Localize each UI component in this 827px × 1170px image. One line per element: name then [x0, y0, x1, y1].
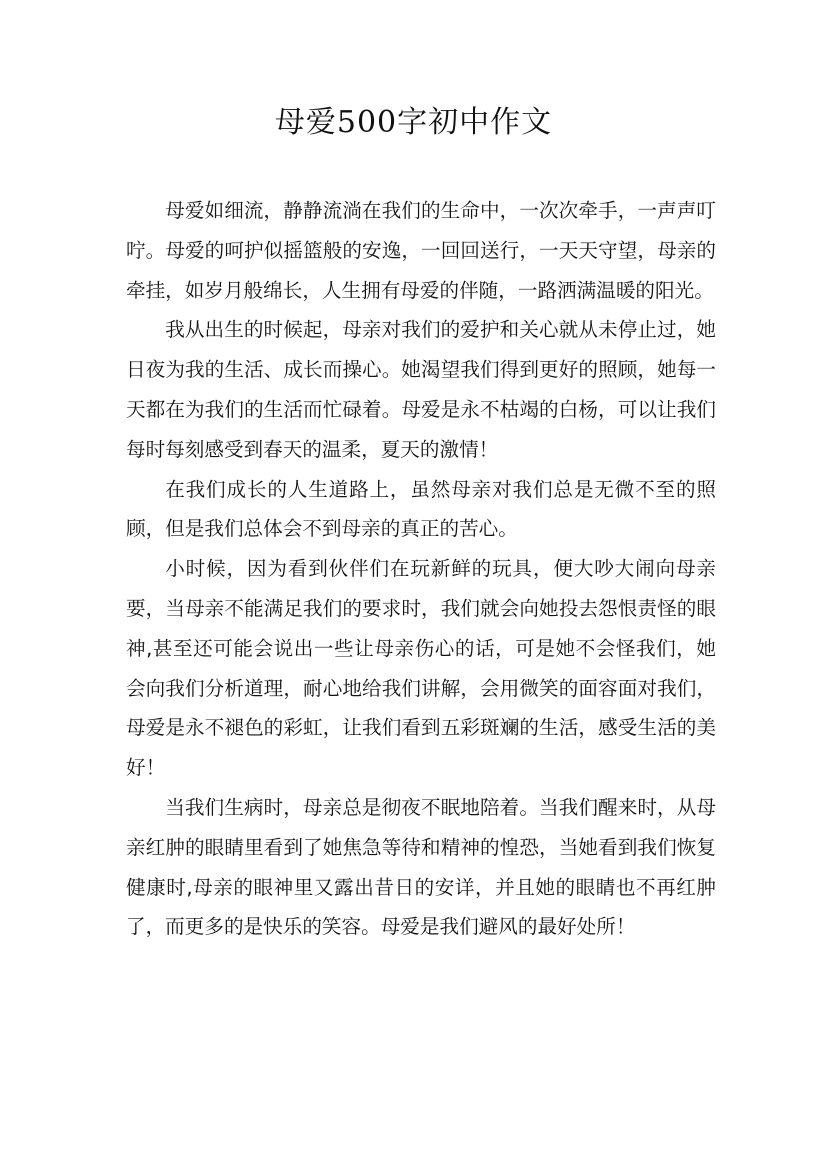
paragraph-4: 小时候，因为看到伙伴们在玩新鲜的玩具，便大吵大闹向母亲要，当母亲不能满足我们的要求时，我们就会向她投去怨恨责怪的眼神,甚至还可能会说出一些让母亲伤心的话，可是她不会怪我们，她会向我们分析道理，耐心地给我们讲解，会用微笑的面容面对我们，母爱是永不褪色的彩虹，让我们看到五彩斑斓的生活，感受生活的美好！ [126, 557, 716, 780]
document-title: 母爱500字初中作文 [274, 105, 553, 140]
paragraph-3: 在我们成长的人生道路上，虽然母亲对我们总是无微不至的照顾，但是我们总体会不到母亲的真正的苦心。 [126, 477, 716, 541]
paragraph-2: 我从出生的时候起，母亲对我们的爱护和关心就从未停止过，她日夜为我的生活、成长而操心。她渴望我们得到更好的照顾，她每一天都在为我们的生活而忙碌着。母爱是永不枯竭的白杨，可以让我们每时每刻感受到春天的温柔，夏天的激情！ [126, 318, 716, 461]
paragraph-1: 母爱如细流，静静流淌在我们的生命中，一次次牵手，一声声叮咛。母爱的呵护似摇篮般的安逸，一回回送行，一天天守望，母亲的牵挂，如岁月般绵长，人生拥有母爱的伴随，一路洒满温暖的阳光。 [126, 199, 716, 302]
paragraph-5: 当我们生病时，母亲总是彻夜不眠地陪着。当我们醒来时，从母亲红肿的眼睛里看到了她焦急等待和精神的惶恐，当她看到我们恢复健康时,母亲的眼神里又露出昔日的安详，并且她的眼睛也不再红肿了，而更多的是快乐的笑容。母爱是我们避风的最好处所！ [126, 795, 716, 939]
document-body [126, 191, 716, 947]
